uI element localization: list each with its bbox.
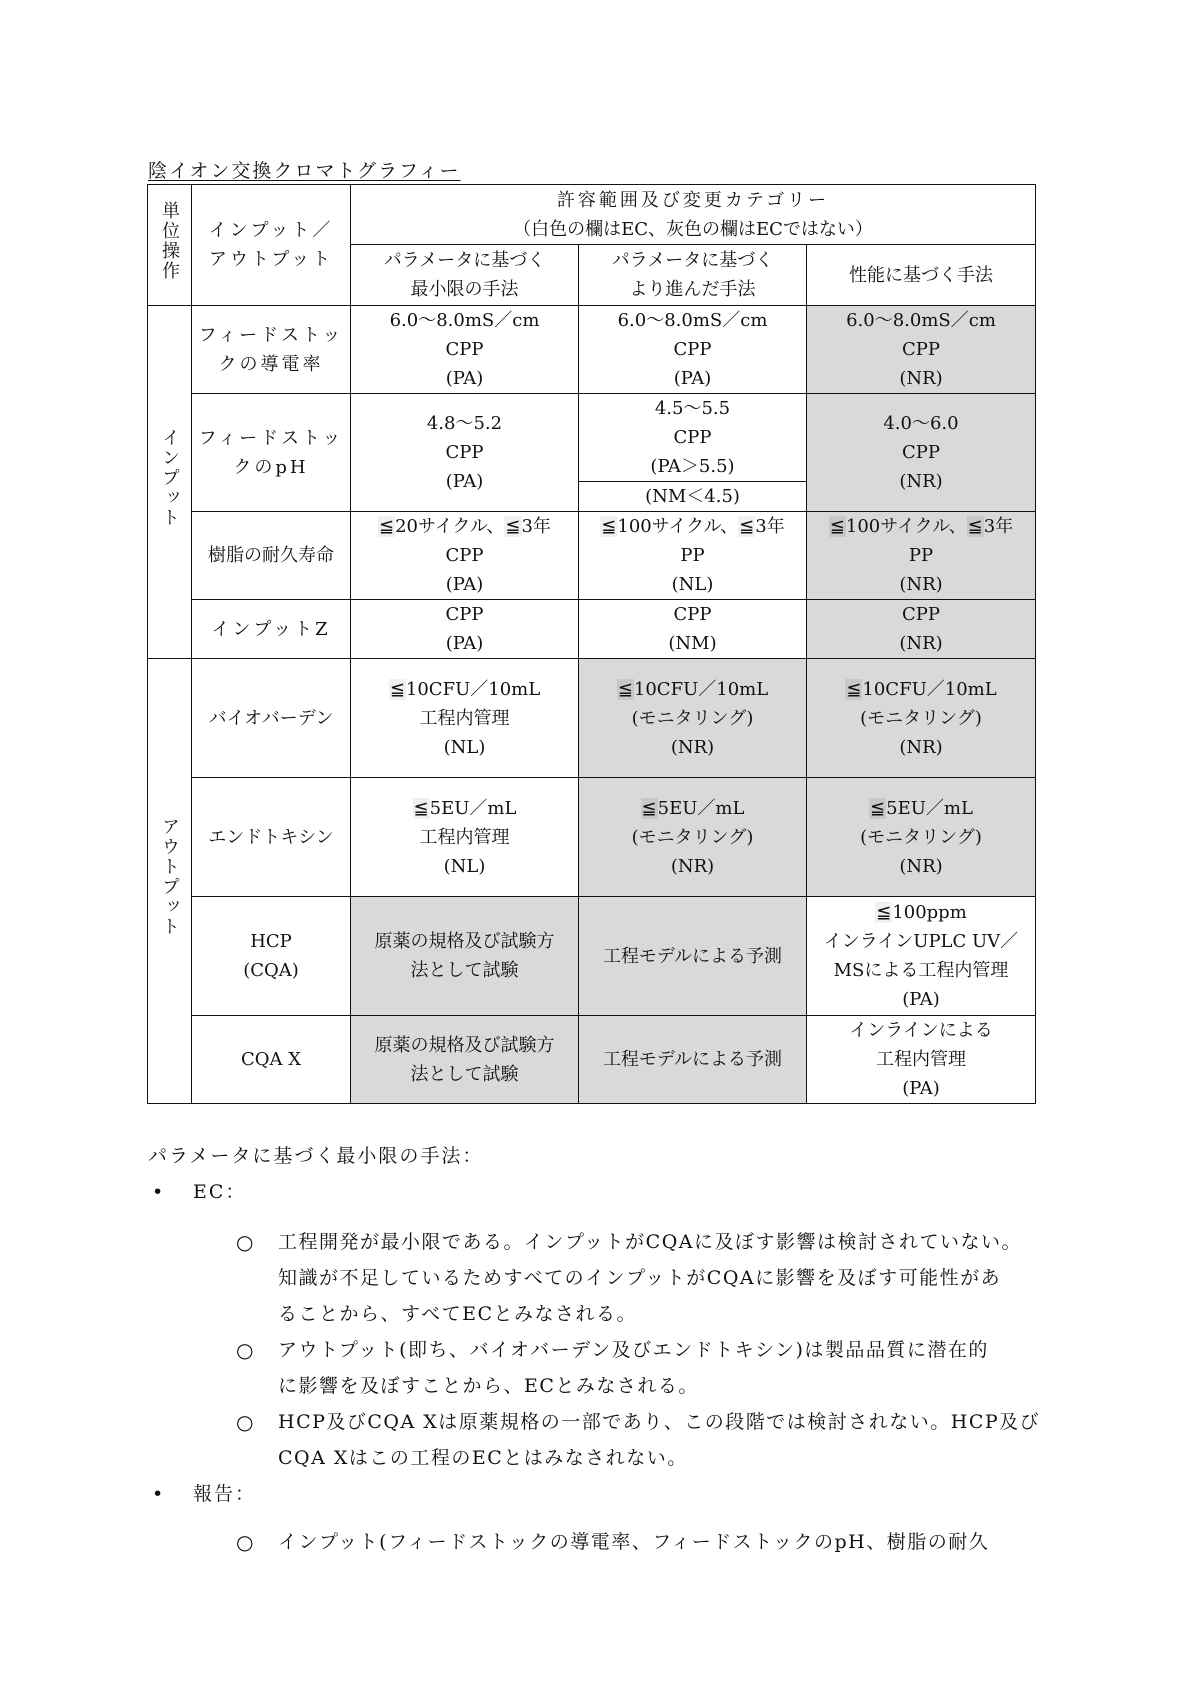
le-symbol: ≦ [617, 678, 633, 700]
cell-enhanced: 4.5～5.5 CPP (PA＞5.5) [579, 394, 807, 482]
cell-performance: ≦100ppm インラインUPLC UV／ MSによる工程内管理 (PA) [807, 897, 1036, 1016]
header-input-output: インプット／ アウトプット [192, 185, 351, 306]
group-input: インプット [148, 306, 192, 659]
cell-minimal: ≦10CFU／10mL 工程内管理 (NL) [351, 659, 579, 778]
table-row [148, 1016, 1036, 1104]
cell-minimal: 4.8～5.2 CPP (PA) [351, 394, 579, 512]
le-symbol: ≦ [967, 516, 983, 537]
cell-enhanced: ≦100サイクル、≦3年 PP (NL) [579, 512, 807, 600]
bullet-label: 報告： [193, 1483, 257, 1505]
cell-minimal: CPP (PA) [351, 600, 579, 659]
le-symbol: ≦ [846, 678, 862, 700]
notes-heading: パラメータに基づく最小限の手法： [148, 1145, 484, 1167]
le-symbol: ≦ [389, 678, 405, 700]
table-row [148, 659, 1036, 778]
circle-bullet-icon: ○ [236, 1338, 254, 1362]
section-title: 陰イオン交換クロマトグラフィー [148, 160, 461, 182]
cell-minimal: 原薬の規格及び試験方 法として試験 [351, 897, 579, 1016]
row-name: エンドトキシン [192, 778, 351, 897]
le-symbol: ≦ [870, 797, 886, 819]
bullet-label: EC： [193, 1181, 247, 1203]
acceptable-range-table [147, 184, 1036, 1104]
table-row [148, 512, 1036, 600]
le-symbol: ≦ [601, 516, 617, 537]
table-row [148, 306, 1036, 394]
cell-enhanced: 工程モデルによる予測 [579, 897, 807, 1016]
row-name: 樹脂の耐久寿命 [192, 512, 351, 600]
cell-performance: ≦100サイクル、≦3年 PP (NR) [807, 512, 1036, 600]
cell-minimal: ≦20サイクル、≦3年 CPP (PA) [351, 512, 579, 600]
cell-performance: 6.0～8.0mS／cm CPP (NR) [807, 306, 1036, 394]
header-unit-operation: 単位操作 [148, 185, 192, 306]
cell-enhanced-sub: (NM＜4.5) [579, 482, 807, 512]
le-symbol: ≦ [739, 516, 755, 537]
cell-performance: ≦10CFU／10mL (モニタリング) (NR) [807, 659, 1036, 778]
cell-minimal: ≦5EU／mL 工程内管理 (NL) [351, 778, 579, 897]
bullet-icon: • [152, 1181, 164, 1203]
row-name: CQA X [192, 1016, 351, 1104]
le-symbol: ≦ [876, 902, 892, 923]
range-title: 許容範囲及び変更カテゴリー [556, 189, 830, 211]
circle-bullet-icon: ○ [236, 1530, 254, 1554]
table-row [148, 897, 1036, 1016]
le-symbol: ≦ [413, 797, 429, 819]
row-name: フィードストッ クのpH [192, 394, 351, 512]
cell-enhanced: ≦10CFU／10mL (モニタリング) (NR) [579, 659, 807, 778]
cell-performance: CPP (NR) [807, 600, 1036, 659]
row-name: HCP (CQA) [192, 897, 351, 1016]
table-row [148, 778, 1036, 897]
cell-performance: ≦5EU／mL (モニタリング) (NR) [807, 778, 1036, 897]
row-name: フィードストッ クの導電率 [192, 306, 351, 394]
row-name: インプットZ [192, 600, 351, 659]
le-symbol: ≦ [505, 516, 521, 537]
cell-performance: インラインによる 工程内管理 (PA) [807, 1016, 1036, 1104]
header-range-category [351, 185, 1036, 245]
bullet-icon: • [152, 1483, 164, 1505]
row-name: バイオバーデン [192, 659, 351, 778]
circle-bullet-icon: ○ [236, 1230, 254, 1254]
header-col-minimal: パラメータに基づく 最小限の手法 [351, 245, 579, 306]
cell-enhanced: ≦5EU／mL (モニタリング) (NR) [579, 778, 807, 897]
cell-performance: 4.0～6.0 CPP (NR) [807, 394, 1036, 512]
table-row [148, 600, 1036, 659]
range-note: （白色の欄はEC、灰色の欄はECではない） [513, 218, 873, 240]
header-col-enhanced: パラメータに基づく より進んだ手法 [579, 245, 807, 306]
cell-enhanced: 工程モデルによる予測 [579, 1016, 807, 1104]
table-row [148, 394, 1036, 482]
le-symbol: ≦ [641, 797, 657, 819]
cell-enhanced: 6.0～8.0mS／cm CPP (PA) [579, 306, 807, 394]
le-symbol: ≦ [829, 516, 845, 537]
cell-minimal: 6.0～8.0mS／cm CPP (PA) [351, 306, 579, 394]
cell-enhanced: CPP (NM) [579, 600, 807, 659]
circle-bullet-icon: ○ [236, 1410, 254, 1434]
le-symbol: ≦ [379, 516, 395, 537]
header-col-performance: 性能に基づく手法 [807, 245, 1036, 306]
cell-minimal: 原薬の規格及び試験方 法として試験 [351, 1016, 579, 1104]
group-output: アウトプット [148, 659, 192, 1104]
